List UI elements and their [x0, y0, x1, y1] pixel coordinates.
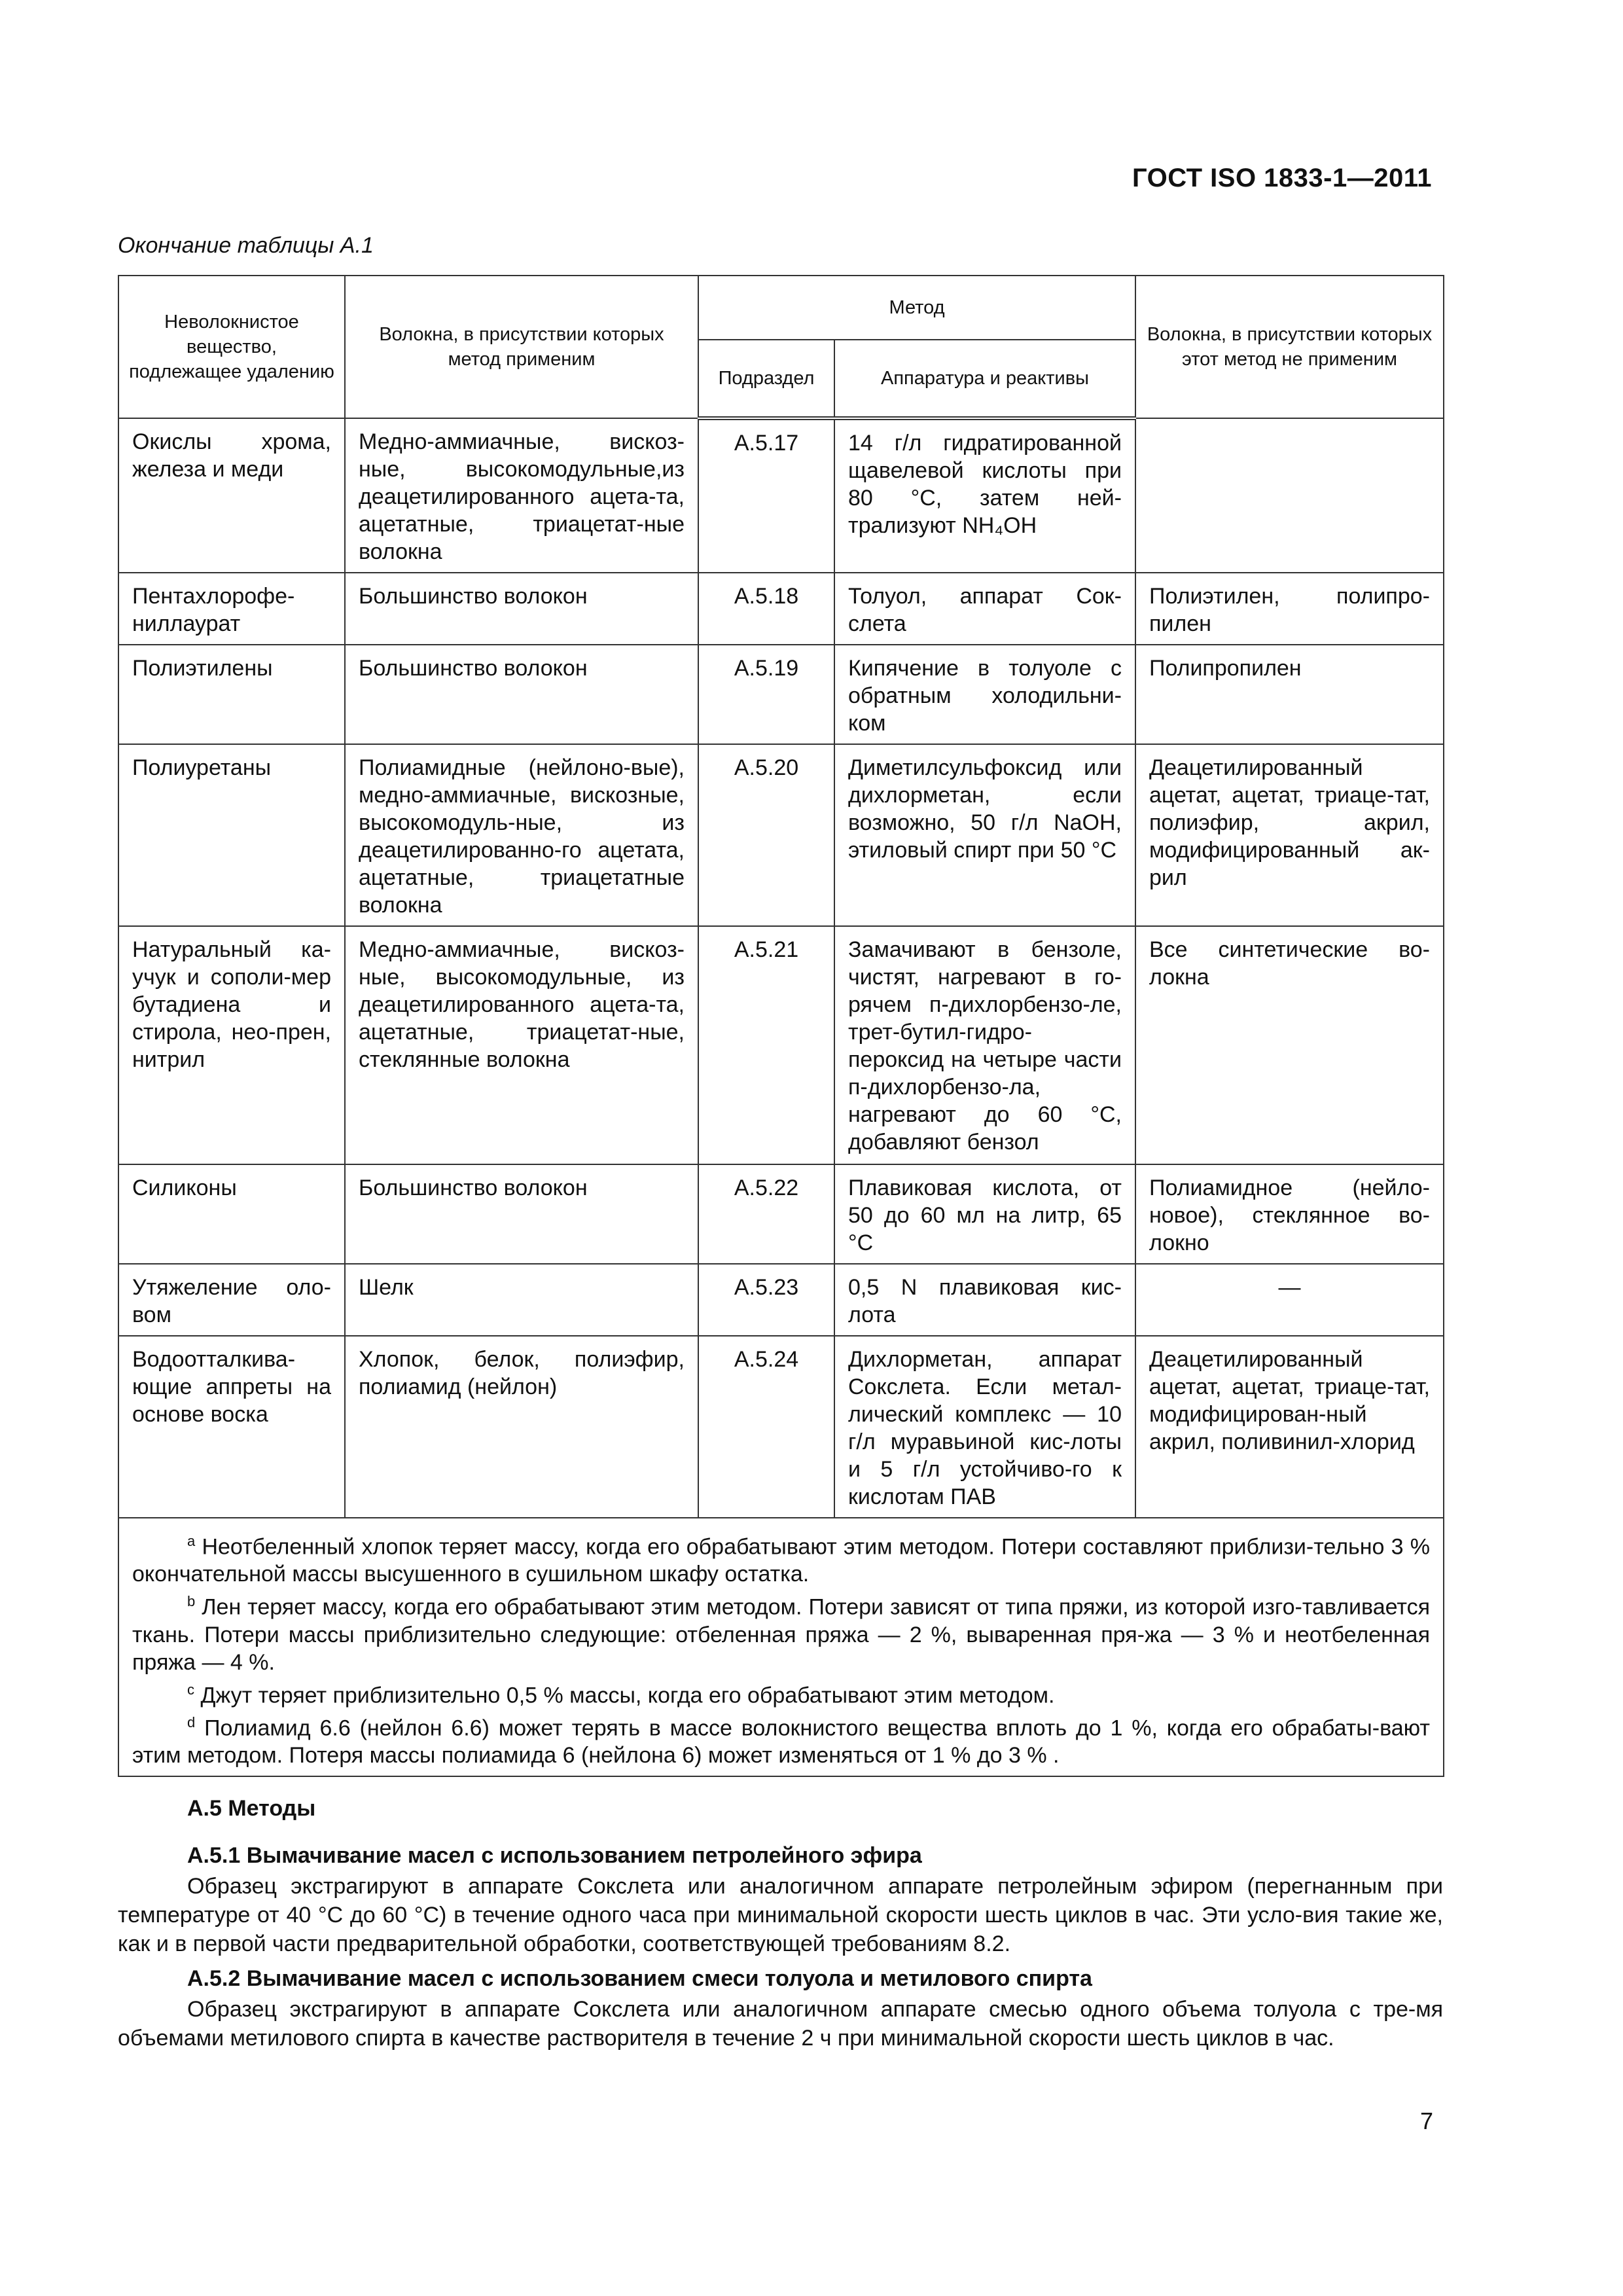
- section-a51-title: А.5.1 Вымачивание масел с использованием петролейного эфира: [187, 1843, 922, 1868]
- header-apparatus: Аппаратура и реактивы: [834, 340, 1135, 418]
- footnote-text: Неотбеленный хлопок теряет массу, когда его обрабатывают этим методом. Потери составляют приблизи-тельно 3 % окончательной массы высушенного в сушильном шкафу остатка.: [132, 1534, 1430, 1587]
- footnote: [132, 1588, 1430, 1676]
- section-a51-text-block: [118, 1872, 1443, 1958]
- document-code: ГОСТ ISO 1833-1—2011: [1132, 164, 1432, 192]
- table-row: [118, 645, 1444, 744]
- table-row: [118, 573, 1444, 645]
- cell-substance: Силиконы: [118, 1164, 345, 1264]
- footnote-text: Лен теряет массу, когда его обрабатывают этим методом. Потери зависят от типа пряжи, из которой изго-тавливается ткань. Потери массы приблизительно следующие: отбеленная пряжа — 2 %, вываренная пря-жа — 3 % и неотбеленная пряжа — 4 %.: [132, 1594, 1430, 1675]
- cell-apparatus: 14 г/л гидратированной щавелевой кислоты при 80 °C, затем ней-трализуют NH₄OH: [834, 418, 1135, 573]
- cell-subsection: А.5.24: [698, 1336, 834, 1518]
- section-a52-title: А.5.2 Вымачивание масел с использованием смеси толуола и метилового спирта: [187, 1966, 1092, 1991]
- table-footnotes: [118, 1518, 1444, 1776]
- cell-not-applicable: [1135, 418, 1444, 573]
- cell-subsection: А.5.20: [698, 744, 834, 926]
- footnote-text: Джут теряет приблизительно 0,5 % массы, когда его обрабатывают этим методом.: [200, 1682, 1055, 1708]
- footnote-mark: d: [187, 1713, 196, 1731]
- cell-fibers: Хлопок, белок, полиэфир, полиамид (нейлон): [345, 1336, 698, 1518]
- footnote-mark: b: [187, 1593, 196, 1610]
- cell-not-applicable: Полиэтилен, полипро-пилен: [1135, 573, 1444, 645]
- section-a52-text-block: [118, 1995, 1443, 2053]
- cell-not-applicable: Полиамидное (нейло-новое), стеклянное во-локно: [1135, 1164, 1444, 1264]
- header-substance: Неволокнистое вещество, подлежащее удалению: [118, 276, 345, 418]
- cell-subsection: А.5.18: [698, 573, 834, 645]
- table-row: [118, 1264, 1444, 1336]
- cell-substance: Полиуретаны: [118, 744, 345, 926]
- cell-not-applicable: Деацетилированный ацетат, ацетат, триаце-тат, модифицирован-ный акрил, поливинил-хлорид: [1135, 1336, 1444, 1518]
- cell-fibers: Медно-аммиачные, вискоз-ные, высокомодульные, из деацетилированного ацета-та, ацетатные, триацетат-ные, стеклянные волокна: [345, 926, 698, 1164]
- header-not-applicable-fibers: Волокна, в присутствии которых этот метод не применим: [1135, 276, 1444, 418]
- cell-fibers: Медно-аммиачные, вискоз-ные, высокомодульные,из деацетилированного ацета-та, ацетатные, триацетат-ные волокна: [345, 418, 698, 573]
- cell-subsection: А.5.21: [698, 926, 834, 1164]
- cell-fibers: Большинство волокон: [345, 1164, 698, 1264]
- cell-substance: Натуральный ка-учук и сополи-мер бутадиена и стирола, нео-прен, нитрил: [118, 926, 345, 1164]
- table-row: [118, 744, 1444, 926]
- cell-apparatus: Дихлорметан, аппарат Сокслета. Если метал-лический комплекс — 10 г/л муравьиной кис-лоты и 5 г/л устойчиво-го к кислотам ПАВ: [834, 1336, 1135, 1518]
- cell-apparatus: Плавиковая кислота, от 50 до 60 мл на литр, 65 °C: [834, 1164, 1135, 1264]
- table-row: [118, 418, 1444, 573]
- header-method: Метод: [698, 276, 1135, 340]
- cell-subsection: А.5.22: [698, 1164, 834, 1264]
- section-a52-text: Образец экстрагируют в аппарате Сокслета или аналогичном аппарате смесью одного объема толуола с тре-мя объемами метилового спирта в качестве растворителя в течение 2 ч при минимальной скорости шесть циклов в час.: [118, 1997, 1443, 2051]
- section-a5-title: А.5 Методы: [187, 1796, 316, 1821]
- cell-apparatus: 0,5 N плавиковая кис-лота: [834, 1264, 1135, 1336]
- cell-apparatus: Замачивают в бензоле, чистят, нагревают в го-рячем п-дихлорбензо-ле, трет-бутил-гидро-пероксид на четыре части п-дихлорбензо-ла, нагревают до 60 °C, добавляют бензол: [834, 926, 1135, 1164]
- cell-substance: Пентахлорофе-ниллаурат: [118, 573, 345, 645]
- cell-not-applicable: Деацетилированный ацетат, ацетат, триаце-тат, полиэфир, акрил, модифицированный ак-рил: [1135, 744, 1444, 926]
- cell-not-applicable: Полипропилен: [1135, 645, 1444, 744]
- cell-substance: Полиэтилены: [118, 645, 345, 744]
- footnote-mark: a: [187, 1533, 196, 1549]
- cell-apparatus: Кипячение в толуоле с обратным холодильни-ком: [834, 645, 1135, 744]
- footnote-mark: c: [187, 1681, 194, 1698]
- header-subsection: Подраздел: [698, 340, 834, 418]
- footnote: [132, 1528, 1430, 1588]
- page-number: 7: [1419, 2108, 1433, 2134]
- cell-fibers: Шелк: [345, 1264, 698, 1336]
- table-row: [118, 1336, 1444, 1518]
- cell-not-applicable: —: [1135, 1264, 1444, 1336]
- cell-substance: Окислы хрома, железа и меди: [118, 418, 345, 573]
- cell-subsection: А.5.19: [698, 645, 834, 744]
- table-row: [118, 1164, 1444, 1264]
- cell-fibers: Большинство волокон: [345, 573, 698, 645]
- cell-fibers: Полиамидные (нейлоно-вые), медно-аммиачные, вискозные, высокомодуль-ные, из деацетилированно-го ацетата, ацетатные, триацетатные волокна: [345, 744, 698, 926]
- cell-subsection: А.5.17: [698, 418, 834, 573]
- section-a51-text: Образец экстрагируют в аппарате Сокслета или аналогичном аппарате петролейным эфиром (перегнанным при температуре от 40 °C до 60 °C) в течение одного часа при минимальной скорости шесть циклов в час. Эти усло-вия такие же, как и в первой части предварительной обработки, соответствующей требованиям 8.2.: [118, 1874, 1443, 1956]
- header-applicable-fibers: Волокна, в присутствии которых метод применим: [345, 276, 698, 418]
- table-row: [118, 926, 1444, 1164]
- cell-apparatus: Диметилсульфоксид или дихлорметан, если возможно, 50 г/л NaOH, этиловый спирт при 50 °C: [834, 744, 1135, 926]
- cell-apparatus: Толуол, аппарат Сок-слета: [834, 573, 1135, 645]
- footnote: [132, 1676, 1430, 1709]
- cell-substance: Водоотталкива-ющие аппреты на основе воска: [118, 1336, 345, 1518]
- methods-table: [118, 275, 1444, 1777]
- footnote-text: Полиамид 6.6 (нейлон 6.6) может терять в массе волокнистого вещества вплоть до 1 %, когда его обрабаты-вают этим методом. Потеря массы полиамида 6 (нейлона 6) может изменяться от 1 % до 3 % .: [132, 1715, 1430, 1768]
- cell-fibers: Большинство волокон: [345, 645, 698, 744]
- cell-subsection: А.5.23: [698, 1264, 834, 1336]
- table-footnotes-row: [118, 1518, 1444, 1776]
- footnote: [132, 1709, 1430, 1769]
- cell-substance: Утяжеление оло-вом: [118, 1264, 345, 1336]
- cell-not-applicable: Все синтетические во-локна: [1135, 926, 1444, 1164]
- table-caption: Окончание таблицы А.1: [118, 233, 374, 258]
